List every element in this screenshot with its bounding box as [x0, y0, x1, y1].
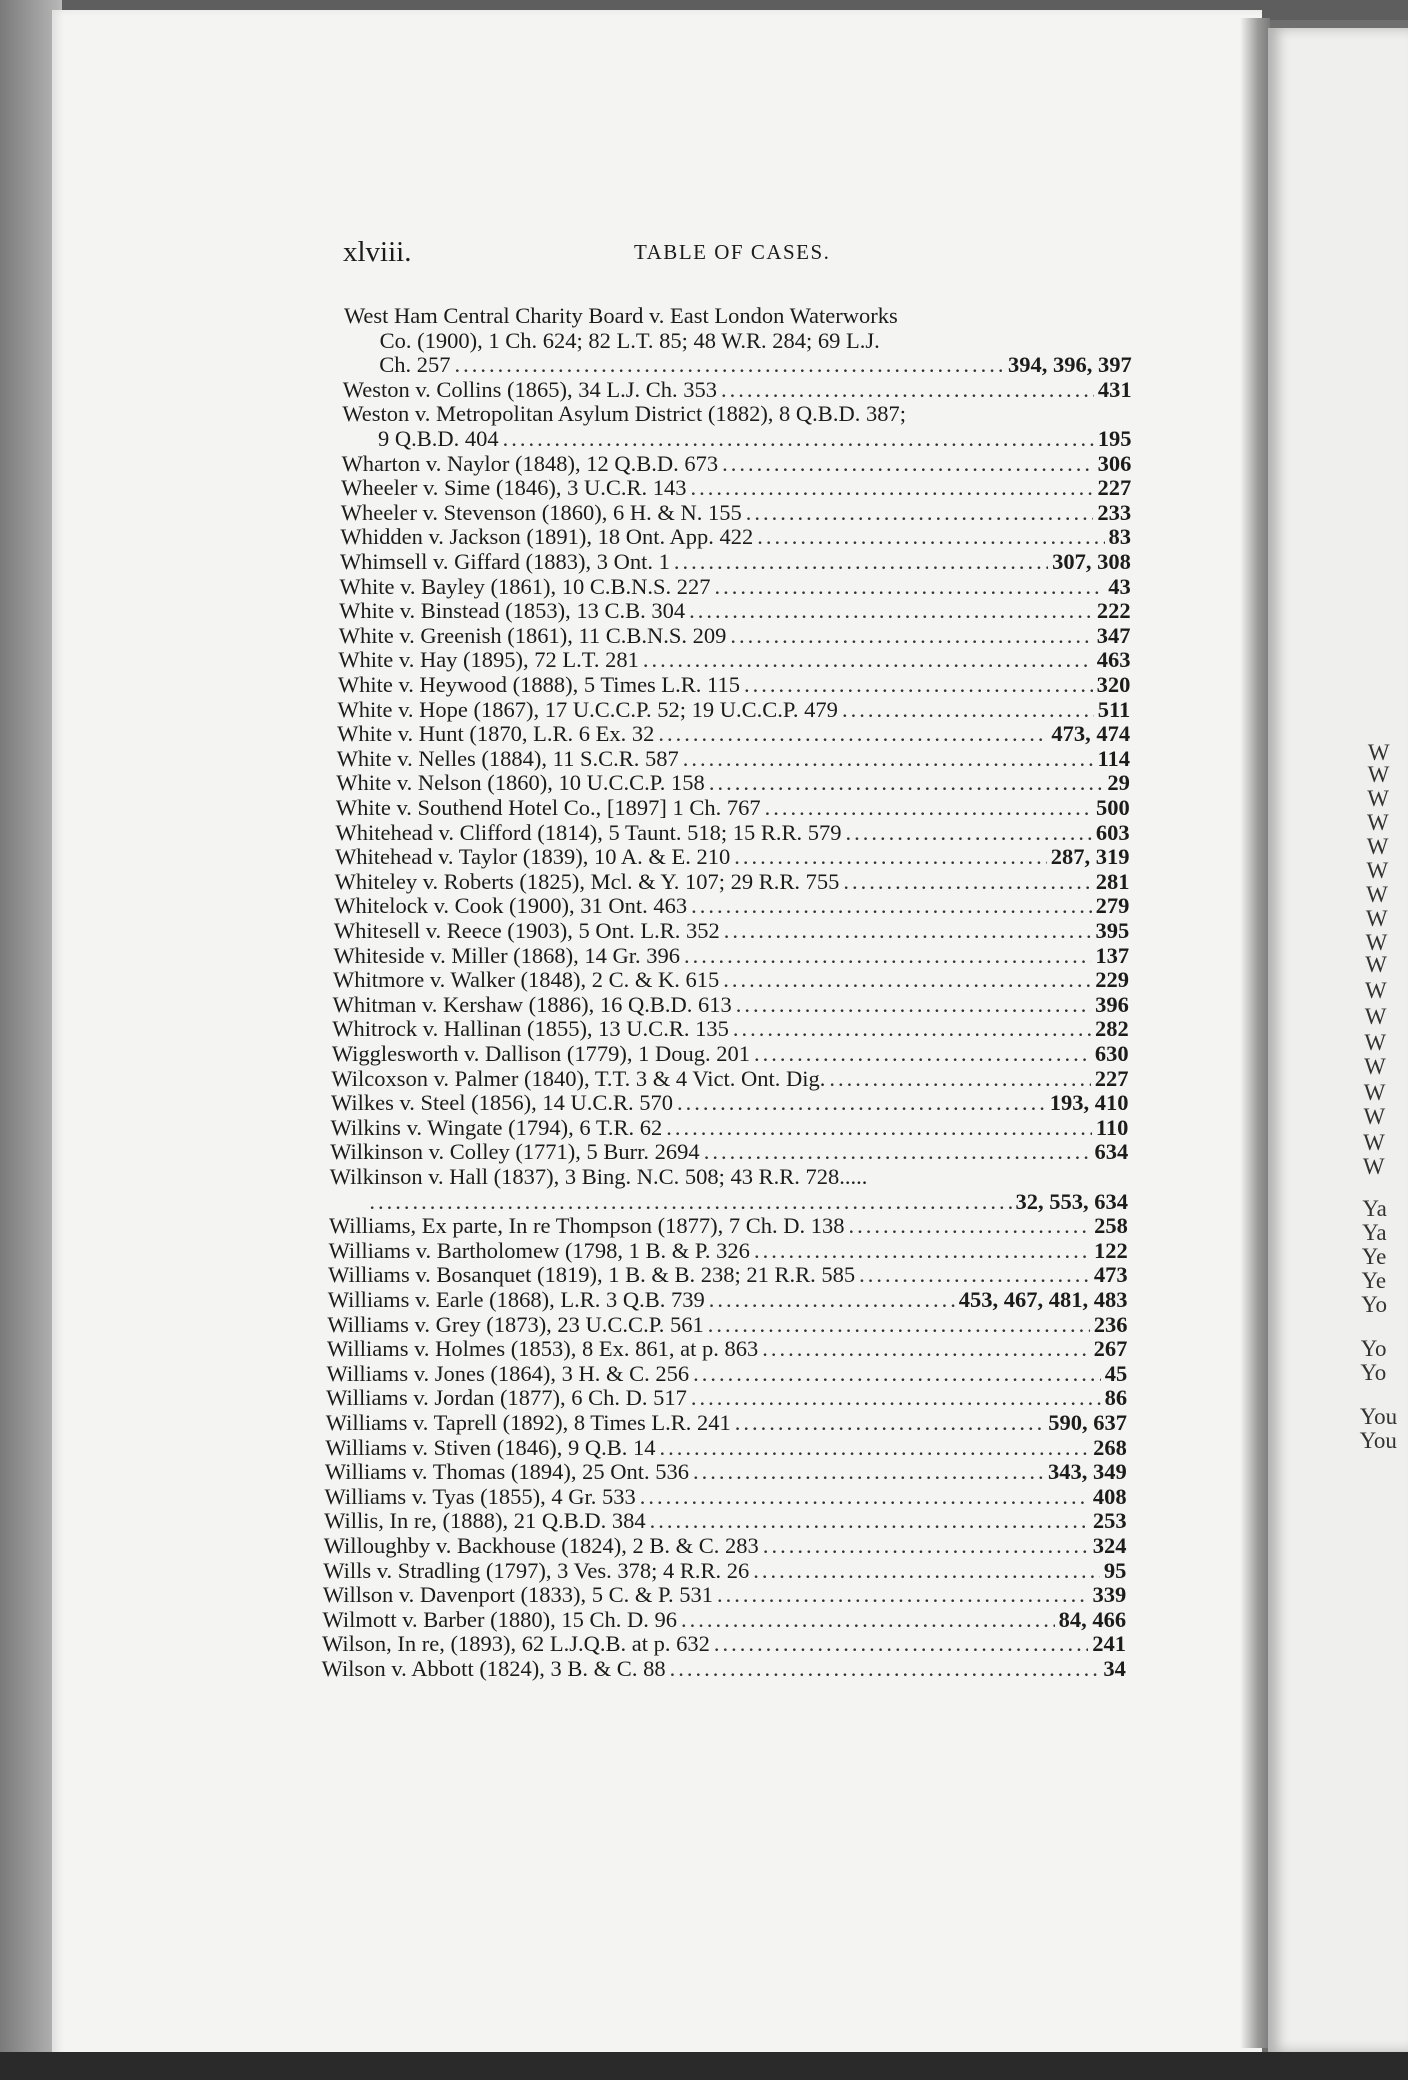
facing-page-fragment: W	[1365, 906, 1388, 931]
page-references: 122	[1094, 1237, 1128, 1263]
page-references: 267	[1093, 1336, 1128, 1362]
dot-leader	[733, 1017, 1091, 1041]
facing-page-fragment: You	[1359, 1404, 1398, 1429]
case-citation: Wilcoxson v. Palmer (1840), T.T. 3 & 4 Vict. Ont. Dig.	[331, 1065, 826, 1091]
case-citation: White v. Nelson (1860), 10 U.C.C.P. 158	[336, 770, 705, 796]
dot-leader	[704, 1140, 1091, 1164]
dot-leader	[659, 1436, 1089, 1460]
page-references: 324	[1092, 1533, 1127, 1558]
dot-leader	[683, 747, 1094, 771]
case-citation: Whiteley v. Roberts (1825), Mcl. & Y. 107; 29 R.R. 755	[334, 868, 840, 894]
case-entry-line	[332, 1042, 1129, 1066]
page-references: 511	[1097, 696, 1131, 722]
facing-page-fragment: W	[1367, 810, 1389, 835]
facing-page-fragment: Ya	[1362, 1220, 1387, 1245]
dot-leader	[689, 599, 1093, 623]
case-citation: Wheeler v. Sime (1846), 3 U.C.R. 143	[341, 475, 687, 501]
page-references: 281	[1095, 868, 1130, 894]
facing-page-fragment: Yo	[1360, 1360, 1387, 1385]
dot-leader	[709, 771, 1104, 795]
case-entry-line	[330, 1140, 1128, 1164]
case-entry-line	[336, 796, 1130, 820]
case-citation: Whitesell v. Reece (1903), 5 Ont. L.R. 352	[333, 918, 720, 943]
page-references: 306	[1097, 450, 1132, 476]
case-citation: Wheeler v. Stevenson (1860), 6 H. & N. 155	[340, 499, 742, 525]
dot-leader	[744, 673, 1093, 697]
case-citation: Wharton v. Naylor (1848), 12 Q.B.D. 673	[341, 450, 719, 476]
case-entry-line	[327, 1313, 1127, 1337]
page-references: 258	[1094, 1213, 1128, 1239]
dot-leader	[670, 1657, 1100, 1681]
page-references: 282	[1095, 1016, 1129, 1042]
book-page	[52, 10, 1262, 2060]
case-entry-line	[333, 993, 1129, 1017]
case-citation: Wilmott v. Barber (1880), 15 Ch. D. 96	[322, 1606, 677, 1632]
page-references: 339	[1092, 1582, 1127, 1608]
page-references: 408	[1092, 1483, 1127, 1509]
dot-leader	[754, 1239, 1090, 1263]
page-references: 137	[1095, 942, 1130, 968]
case-entry-line	[340, 525, 1131, 549]
page-references: 227	[1094, 1065, 1129, 1091]
dot-leader	[640, 1485, 1089, 1509]
case-entry-line	[335, 821, 1129, 845]
facing-page	[1268, 28, 1408, 2052]
dot-leader	[757, 525, 1104, 549]
case-entry-line	[328, 1263, 1128, 1287]
page-references: 500	[1096, 795, 1130, 820]
dot-leader	[650, 1509, 1089, 1533]
case-entry-line	[339, 624, 1131, 648]
case-entry-line	[324, 1509, 1126, 1533]
page-references: 227	[1097, 475, 1132, 501]
page-references: 195	[1097, 426, 1132, 451]
case-entry-line	[322, 1657, 1126, 1681]
page-references: 473	[1093, 1262, 1128, 1288]
dot-leader	[765, 796, 1092, 820]
page-references: 603	[1095, 819, 1130, 845]
case-entry-line	[338, 698, 1131, 722]
dot-leader	[691, 1386, 1101, 1410]
dot-leader	[721, 378, 1094, 402]
case-citation: Whitehead v. Taylor (1839), 10 A. & E. 210	[335, 844, 731, 870]
case-entry-line	[331, 1091, 1128, 1115]
dot-leader	[722, 452, 1093, 476]
facing-page-fragment: W	[1367, 786, 1390, 811]
case-entry-line	[334, 894, 1129, 918]
case-citation: White v. Greenish (1861), 11 C.B.N.S. 209	[338, 622, 727, 648]
case-entry-line	[327, 1337, 1127, 1361]
page-references: 395	[1095, 918, 1130, 943]
facing-page-fragment: W	[1365, 952, 1388, 977]
page-references: 279	[1095, 893, 1130, 919]
case-citation: Wigglesworth v. Dallison (1779), 1 Doug. 201	[331, 1041, 751, 1066]
dot-leader	[762, 1337, 1089, 1361]
dot-leader	[369, 1190, 1011, 1214]
page-references: 43	[1108, 573, 1131, 599]
case-entry-line	[326, 1386, 1127, 1410]
case-citation: Wills v. Stradling (1797), 3 Ves. 378; 4 R.R. 26	[323, 1557, 750, 1583]
dot-leader	[693, 1362, 1101, 1386]
case-citation: West Ham Central Charity Board v. East London Waterworks	[344, 303, 898, 328]
case-entry-line	[331, 1116, 1129, 1140]
dot-leader	[717, 1583, 1088, 1607]
case-citation: Williams, Ex parte, In re Thompson (1877), 7 Ch. D. 138	[328, 1213, 845, 1239]
case-citation: Williams v. Earle (1868), L.R. 3 Q.B. 739	[327, 1287, 705, 1312]
case-citation: Ch. 257	[379, 352, 451, 378]
case-entry-line	[331, 1067, 1128, 1091]
dot-leader	[715, 575, 1105, 599]
case-citation: Wilkinson v. Colley (1771), 5 Burr. 2694	[330, 1139, 700, 1165]
page-references: 431	[1097, 376, 1132, 402]
case-citation: Whitmore v. Walker (1848), 2 C. & K. 615	[333, 967, 720, 993]
facing-page-fragment: W	[1362, 1154, 1385, 1179]
dot-leader	[736, 993, 1091, 1017]
case-citation: Willoughby v. Backhouse (1824), 2 B. & C. 283	[323, 1533, 759, 1558]
facing-page-fragment: W	[1366, 882, 1388, 907]
case-entry-line	[342, 452, 1132, 476]
case-entry-line	[325, 1460, 1127, 1484]
running-title: TABLE OF CASES.	[634, 240, 831, 264]
facing-page-fragment: W	[1363, 1104, 1386, 1129]
case-citation: Williams v. Bosanquet (1819), 1 B. & B. 238; 21 R.R. 585	[328, 1262, 856, 1288]
dot-leader	[503, 427, 1094, 451]
page-references: 236	[1093, 1311, 1128, 1337]
page-references: 241	[1092, 1631, 1127, 1657]
page-references: 347	[1096, 622, 1131, 648]
page-references: 86	[1104, 1385, 1128, 1411]
case-entry-line	[340, 575, 1131, 599]
case-citation: White v. Hope (1867), 17 U.C.C.P. 52; 19 U.C.C.P. 479	[337, 696, 838, 722]
dot-leader	[693, 1460, 1044, 1484]
facing-page-fragment: W	[1367, 762, 1390, 787]
case-citation: White v. Nelles (1884), 11 S.C.R. 587	[336, 745, 679, 771]
case-entry-line	[326, 1411, 1127, 1435]
case-citation: Wilson v. Abbott (1824), 3 B. & C. 88	[321, 1656, 666, 1681]
case-citation: Whitelock v. Cook (1900), 31 Ont. 463	[334, 893, 688, 919]
case-entry-line	[365, 1190, 1128, 1214]
facing-page-fragment: W	[1366, 858, 1389, 883]
page-references: 32, 553, 634	[1015, 1188, 1128, 1214]
facing-page-fragment: W	[1365, 978, 1387, 1003]
case-entry-line	[332, 1017, 1129, 1041]
dot-leader	[723, 968, 1091, 992]
case-citation: Whimsell v. Giffard (1883), 3 Ont. 1	[339, 549, 670, 574]
case-citation: 9 Q.B.D. 404	[377, 426, 499, 451]
case-entry-line	[335, 845, 1129, 869]
case-entry-line	[342, 402, 1131, 426]
page-references: 630	[1094, 1041, 1129, 1066]
case-citation: Williams v. Thomas (1894), 25 Ont. 536	[324, 1459, 689, 1485]
facing-page-fragment: Ya	[1362, 1196, 1387, 1221]
dot-leader	[763, 1534, 1089, 1558]
case-entry-line	[338, 648, 1130, 672]
page-references: 34	[1103, 1656, 1126, 1681]
case-citation: White v. Binstead (1853), 13 C.B. 304	[339, 598, 686, 624]
dot-leader	[677, 1091, 1046, 1115]
page-references: 307, 308	[1052, 549, 1131, 574]
dot-leader	[666, 1116, 1092, 1140]
case-citation: White v. Hunt (1870, L.R. 6 Ex. 32	[337, 721, 655, 747]
dot-leader	[859, 1263, 1090, 1287]
dot-leader	[754, 1042, 1091, 1066]
page-references: 396	[1095, 991, 1129, 1017]
dot-leader	[658, 722, 1047, 746]
case-citation: Wilkes v. Steel (1856), 14 U.C.R. 570	[331, 1090, 673, 1116]
dot-leader	[730, 624, 1092, 648]
dot-leader	[681, 1608, 1055, 1632]
page-references: 287, 319	[1050, 844, 1130, 870]
facing-page-fragment: Yo	[1360, 1336, 1387, 1361]
facing-page-fragment: W	[1364, 1030, 1387, 1055]
case-citation: Williams v. Stiven (1846), 9 Q.B. 14	[325, 1434, 656, 1460]
page-references: 84, 466	[1058, 1606, 1127, 1632]
dot-leader	[674, 550, 1048, 574]
case-entry-line	[324, 1534, 1127, 1558]
page-references: 463	[1096, 647, 1131, 673]
page-references: 320	[1096, 672, 1131, 697]
facing-page-fragment: W	[1364, 1054, 1386, 1079]
dot-leader	[734, 845, 1047, 869]
dot-leader	[684, 944, 1091, 968]
gutter-shadow	[1240, 18, 1270, 2048]
case-citation: Whitman v. Kershaw (1886), 16 Q.B.D. 613	[332, 991, 732, 1017]
page-references: 233	[1097, 499, 1132, 525]
dot-leader	[709, 1288, 955, 1312]
case-entry-line	[325, 1436, 1127, 1460]
case-citation: Whiteside v. Miller (1868), 14 Gr. 396	[333, 942, 681, 968]
page-references: 29	[1107, 770, 1130, 796]
case-citation: White v. Bayley (1861), 10 C.B.N.S. 227	[339, 573, 711, 599]
facing-page-fragment: Yo	[1361, 1292, 1388, 1317]
case-citation: White v. Heywood (1888), 5 Times L.R. 115	[337, 672, 740, 697]
dot-leader	[848, 1214, 1090, 1238]
case-citation: Williams v. Tyas (1855), 4 Gr. 533	[324, 1483, 636, 1509]
case-entry-line	[323, 1583, 1126, 1607]
case-citation: Williams v. Holmes (1853), 8 Ex. 861, at p. 863	[326, 1336, 759, 1362]
case-entry-line	[378, 427, 1131, 451]
case-entry-line	[344, 304, 1132, 328]
page-references: 83	[1108, 524, 1131, 550]
page-references: 193, 410	[1049, 1090, 1129, 1116]
page-references: 634	[1094, 1139, 1129, 1165]
dot-leader	[643, 648, 1093, 672]
facing-page-fragment: Ye	[1361, 1268, 1387, 1293]
case-entry-line	[329, 1214, 1128, 1238]
case-entry-line	[323, 1559, 1126, 1583]
dot-leader	[454, 353, 1004, 377]
case-entry-line	[379, 353, 1132, 377]
case-citation: Wilkinson v. Hall (1837), 3 Bing. N.C. 508; 43 R.R. 728.....	[329, 1164, 868, 1189]
page-references: 114	[1097, 745, 1130, 771]
case-entry-line	[325, 1485, 1127, 1509]
case-citation: White v. Southend Hotel Co., [1897] 1 Ch. 767	[335, 795, 761, 820]
dot-leader	[735, 1411, 1045, 1435]
dot-leader	[691, 476, 1094, 500]
page-references: 45	[1104, 1360, 1128, 1386]
dot-leader	[846, 821, 1092, 845]
dot-leader	[691, 894, 1091, 918]
facing-page-fragment: You	[1359, 1428, 1397, 1453]
dot-leader	[708, 1313, 1090, 1337]
dot-leader	[843, 870, 1091, 894]
case-citation: Williams v. Grey (1873), 23 U.C.C.P. 561	[327, 1311, 704, 1337]
case-entry-line	[322, 1632, 1126, 1656]
case-citation: Whidden v. Jackson (1891), 18 Ont. App. 422	[340, 524, 754, 550]
case-citation: Co. (1900), 1 Ch. 624; 82 L.T. 85; 48 W.R. 284; 69 L.J.	[379, 327, 880, 353]
page-references: 473, 474	[1051, 721, 1131, 747]
case-entry-line	[338, 673, 1130, 697]
case-citation: Wilson, In re, (1893), 62 L.J.Q.B. at p. 632	[322, 1631, 710, 1657]
case-entry-line	[341, 476, 1131, 500]
page-references: 394, 396, 397	[1008, 352, 1132, 378]
dot-leader	[842, 698, 1094, 722]
case-citation: Weston v. Collins (1865), 34 L.J. Ch. 353	[342, 376, 718, 402]
dot-leader	[724, 919, 1092, 943]
case-entry-line	[380, 329, 1132, 353]
facing-page-fragment: W	[1367, 740, 1390, 765]
page-references: 95	[1103, 1557, 1127, 1583]
case-citation: Williams v. Jordan (1877), 6 Ch. D. 517	[326, 1385, 687, 1411]
page-number: xlviii.	[343, 236, 412, 268]
facing-page-fragment: W	[1364, 1004, 1387, 1029]
page-references: 453, 467, 481, 483	[958, 1287, 1128, 1312]
case-entry-line	[340, 550, 1131, 574]
dot-leader	[829, 1067, 1090, 1091]
case-entry-line	[333, 968, 1129, 992]
case-citation: Whitehead v. Clifford (1814), 5 Taunt. 518; 15 R.R. 579	[335, 819, 842, 845]
scan-border-bottom	[0, 2052, 1408, 2080]
case-entry-line	[337, 747, 1130, 771]
case-entry-line	[337, 722, 1130, 746]
table-of-cases	[52, 10, 1262, 2060]
case-entry-line	[343, 378, 1132, 402]
case-entry-line	[329, 1239, 1128, 1263]
case-citation: Willson v. Davenport (1833), 5 C. & P. 531	[322, 1582, 714, 1608]
facing-page-fragment: W	[1363, 1080, 1386, 1105]
page-references: 268	[1093, 1434, 1127, 1460]
case-entry-line	[328, 1288, 1128, 1312]
case-citation: Wilkins v. Wingate (1794), 6 T.R. 62	[330, 1114, 663, 1140]
case-citation: Whitrock v. Hallinan (1855), 13 U.C.R. 135	[332, 1016, 729, 1042]
case-citation: Willis, In re, (1888), 21 Q.B.D. 384	[324, 1508, 646, 1534]
case-citation: Weston v. Metropolitan Asylum District (1882), 8 Q.B.D. 387;	[342, 401, 906, 427]
page-references: 590, 637	[1048, 1410, 1128, 1435]
case-entry-line	[322, 1608, 1126, 1632]
case-citation: Williams v. Jones (1864), 3 H. & C. 256	[326, 1360, 690, 1386]
page-references: 110	[1095, 1114, 1129, 1140]
facing-page-fragment: W	[1363, 1130, 1385, 1155]
case-entry-line	[333, 944, 1129, 968]
dot-leader	[746, 501, 1094, 525]
case-entry-line	[335, 870, 1130, 894]
case-entry-line	[341, 501, 1131, 525]
page-references: 229	[1095, 967, 1129, 993]
facing-page-fragment: Ye	[1361, 1244, 1387, 1269]
facing-page-fragment: W	[1366, 834, 1389, 859]
case-entry-line	[334, 919, 1129, 943]
case-entry-line	[339, 599, 1131, 623]
case-entry-line	[336, 771, 1130, 795]
page-references: 343, 349	[1048, 1459, 1127, 1485]
page-references: 253	[1092, 1508, 1127, 1534]
case-citation: Williams v. Taprell (1892), 8 Times L.R. 241	[325, 1410, 731, 1435]
dot-leader	[753, 1559, 1100, 1583]
case-entry-line	[330, 1165, 1128, 1189]
dot-leader	[714, 1632, 1088, 1656]
page-references: 222	[1096, 598, 1131, 624]
facing-page-fragment: W	[1365, 930, 1388, 955]
case-citation: Williams v. Bartholomew (1798, 1 B. & P. 326	[328, 1237, 750, 1263]
case-citation: White v. Hay (1895), 72 L.T. 281	[338, 647, 639, 673]
case-entry-line	[327, 1362, 1128, 1386]
